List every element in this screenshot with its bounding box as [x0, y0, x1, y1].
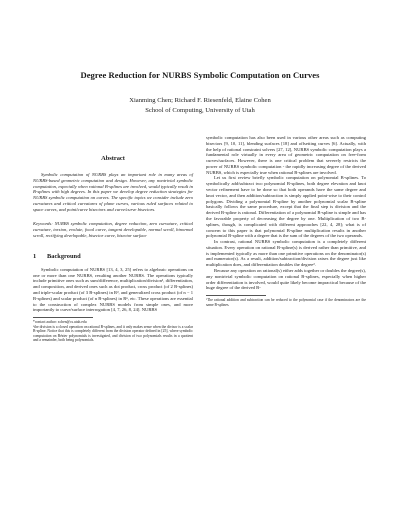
- right-paragraph-3: In contrast, rational NURBS symbolic computation is a completely different situation. Every operation on rational B-spline(s) is derived rather than primitive, and is implemented typically as more than one primitive operations on the denominator(s) and numerator(s). As a result, addition/subtraction/division raises the degree just like multiplication does, and differentiation doubles the degree².: [206, 239, 366, 268]
- footnote-1: ¹the division is a closed operation on rational B-splines, and it only makes sense when the divisor is a scalar B-spline. Notice that this is completely different from the division operator defined in [25], where symbolic computation on Bézier polynomials is investigated, and division of two polynomials results in a quotient and a remainder, both being polynomials.: [33, 324, 193, 343]
- footnote-contact: *contact author: xchen@cs.utah.edu: [33, 320, 87, 325]
- section-heading: [33, 253, 193, 261]
- abstract-text: Symbolic computation of NURBS plays an important role in many areas of NURBS-based geometric computation and design. However, any nontrivial symbolic computation, especially when rational B-splines are involved, would typically result in B-splines with high degrees. In this paper we develop degree reduction strategies for NURBS symbolic computation on curves. The specific topics we consider include zero curvatures and critical curvatures of plane curves, various ruled surfaces related to space curves, and point/curve bisectors and curve/curve bisectors.: [33, 172, 193, 212]
- footnote-rule-right: [206, 295, 266, 296]
- section-number: 1: [33, 252, 37, 260]
- right-column: [206, 135, 366, 307]
- abstract-heading: Abstract: [101, 155, 125, 162]
- paper-authors: Xianming Chen; Richard F. Riesenfeld, Elaine Cohen: [129, 97, 271, 104]
- right-paragraph-1: symbolic computation has also been used in various other areas such as computing bisectors [9, 10, 11], blending surfaces [18] and offsetting curves [6]. Actually, with the help of rational constraint solvers [27, 12], NURBS symbolic computation plays a fundamental role virtually in every area of geometric computation on free-form curves/surfaces. However, there is one critical problem that severely restricts the power of NURBS symbolic computation - the rapidly increasing degree of the derived NURBS, which is especially true when rational B-splines are involved.: [206, 135, 366, 175]
- section-title: Background: [47, 252, 81, 260]
- footnote-2: ²The rational addition and subtraction can be reduced to the polynomial case if the denominators are the same B-splines.: [206, 298, 366, 307]
- right-paragraph-2: Let us first review briefly symbolic computation on polynomial B-splines. To symbolically add/subtract two polynomial B-splines, both degree elevation and knot vector refinement have to be done so that both operands have the same degree and knot vector, and then addition/subtraction is simply applied point-wise to their control polygons. Dividing a polynomial B-spline by another polynomial scalar B-spline basically follows the same procedure, except that the final step is division and the derived B-spline is rational. Differentiation of a polynomial B-spline is simple and has the favorable property of decreasing the degree by one. Multiplication of two B-splines, though, is complicated with different approaches [22, 4, 28]; what is of concern to this paper is that polynomial B-spline multiplication results in another polynomial B-spline with a degree that is the sum of the degrees of the two operands.: [206, 175, 366, 239]
- section-paragraph: Symbolic computation of NURBS [13, 4, 3, 25] refers to algebraic operations on one or more than one NURBS, resulting another NURBS. The operations typically include primitive ones such as sum/difference, multiplication/division¹, differentiation, and composition, and derived ones such as dot product, cross product (of 2 B-splines) and triple-scalar product (of 3 B-splines) in R³, and generalized cross product (of n − 1 B-splines) and scalar product (of n B-splines) in Rⁿ, etc. These operations are essential to the construction of complex NURBS models from simple ones, and more importantly to curve/surface interrogation [4, 7, 26, 8, 24]. NURBS: [33, 266, 193, 313]
- left-column: [33, 135, 193, 343]
- right-paragraph-4: Because any operation on rational(s) either adds together or doubles the degree(s), any nontrivial symbolic computation on rational B-splines, especially when higher order differentiation is involved, would quite likely become impractical because of the huge degree of the derived B-: [206, 267, 366, 291]
- paper-affiliation: School of Computing, University of Utah: [145, 107, 255, 114]
- footnote-rule: [33, 317, 93, 318]
- keywords-text: Keywords: NURBS symbolic computation, degree reduction, zero curvature, critical curvature, torsion, evolute, focal curve, tangent developable, normal scroll, binormal scroll, rectifying developable, bisector curve, bisector surface: [33, 221, 193, 239]
- paper-title: Degree Reduction for NURBS Symbolic Computation on Curves: [80, 70, 320, 80]
